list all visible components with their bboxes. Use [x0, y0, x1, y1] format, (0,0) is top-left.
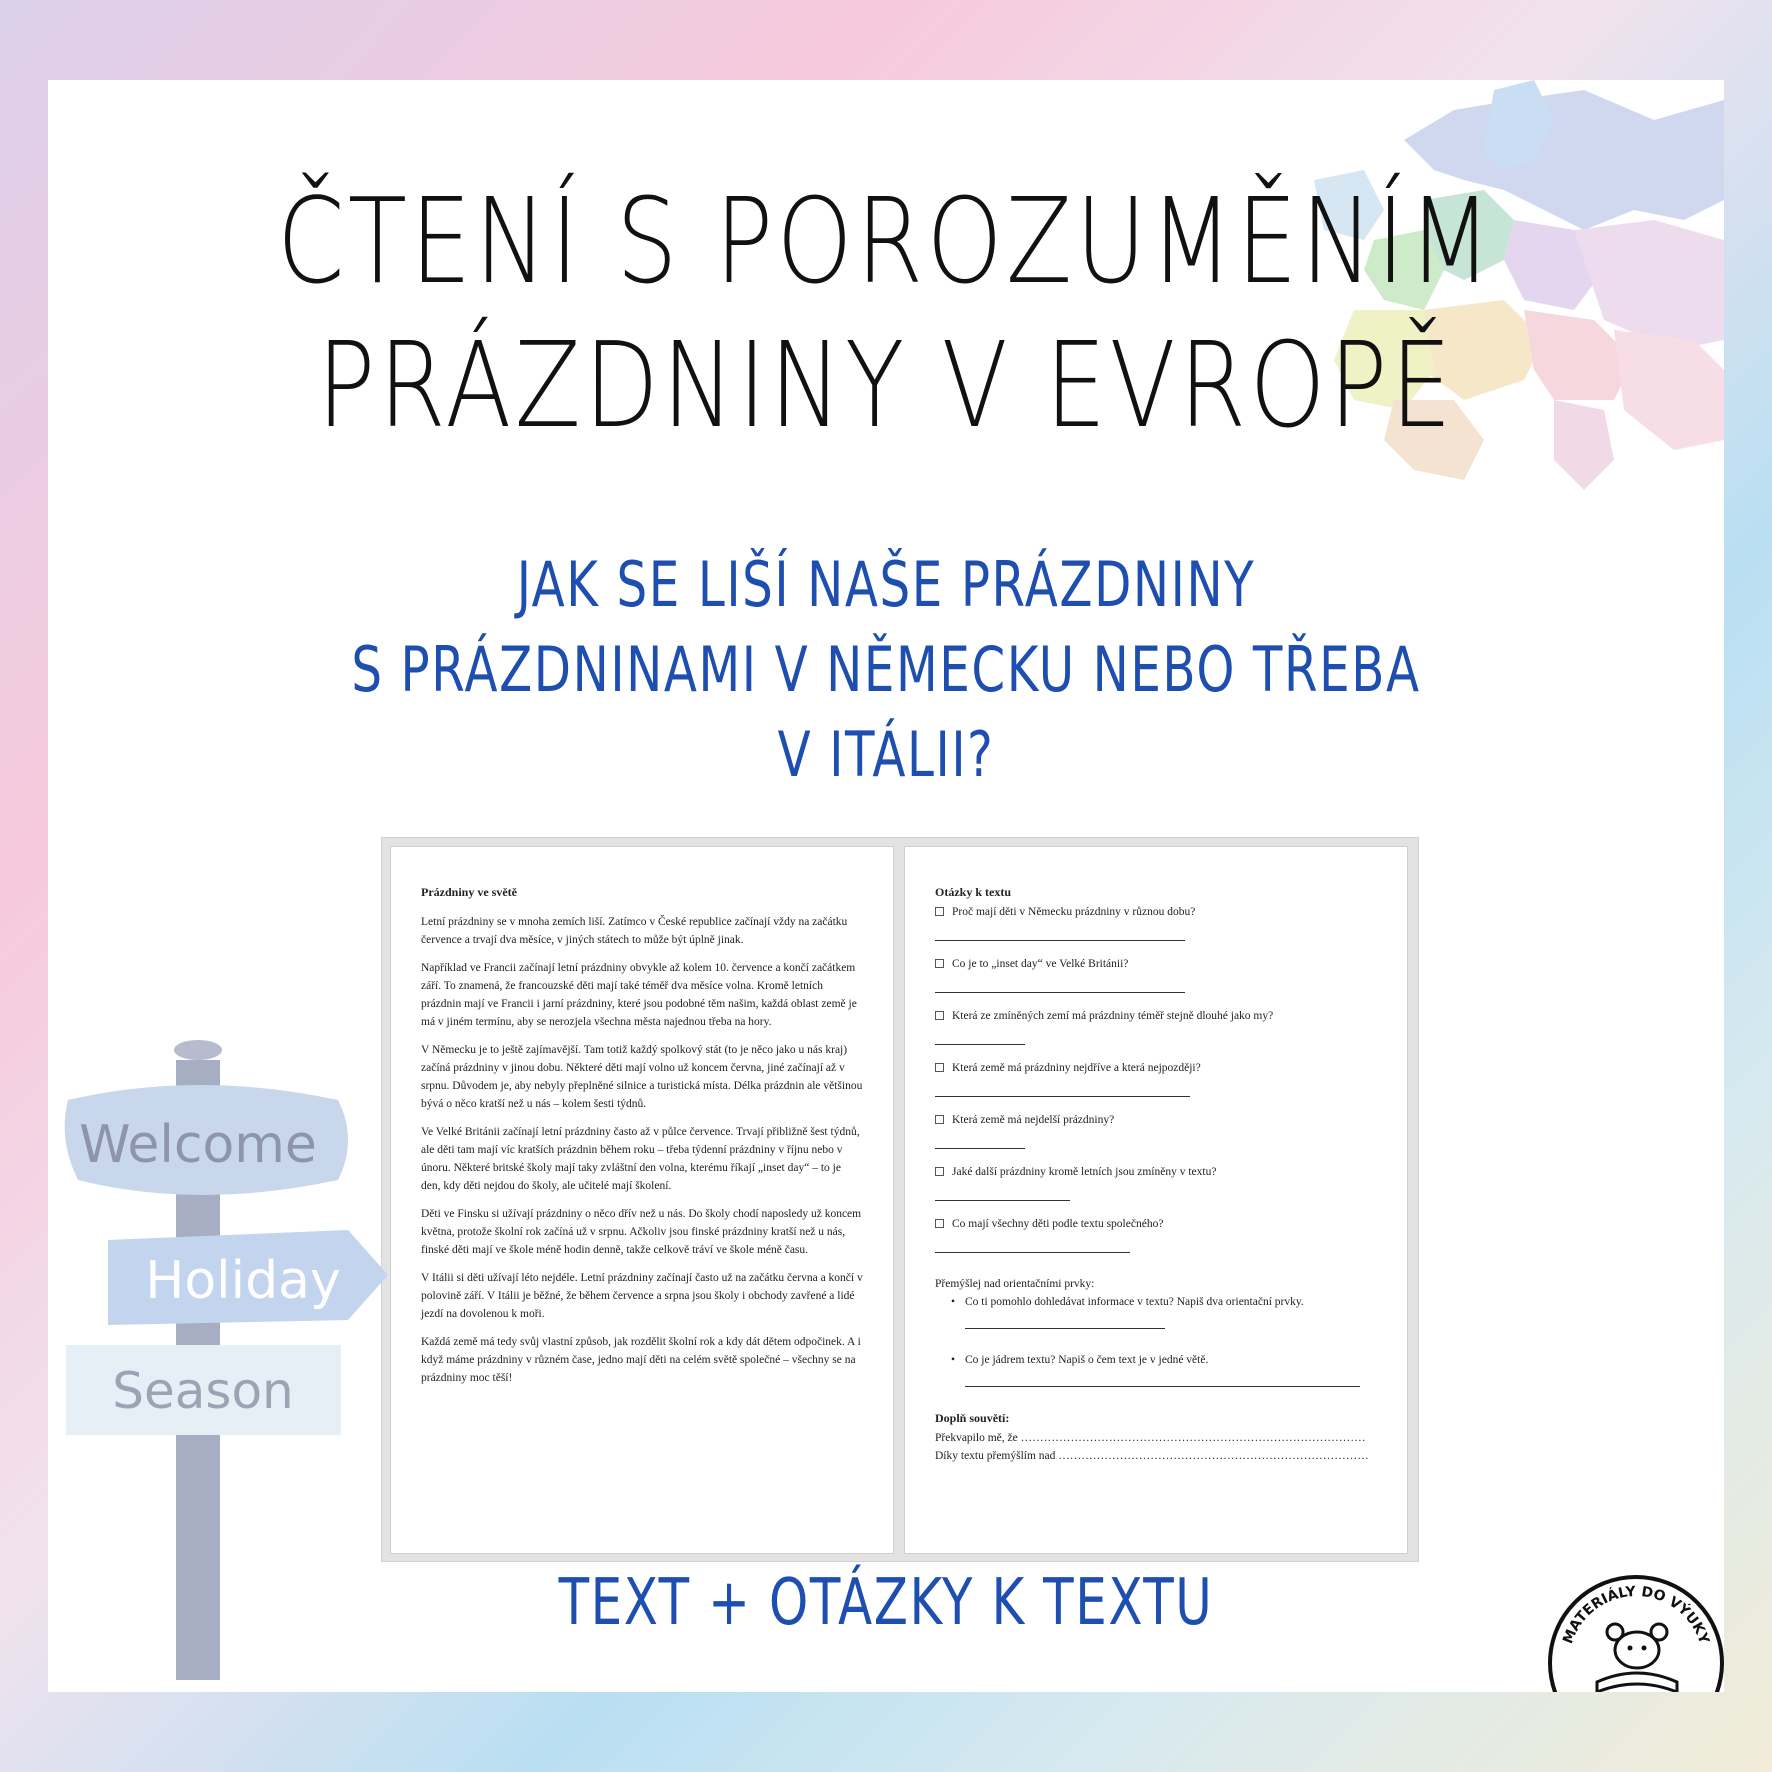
footer-label: TEXT + OTÁZKY K TEXTU: [558, 1566, 1214, 1640]
answer-line: [935, 923, 1185, 941]
text-paragraph: V Itálii si děti užívají léto nejdéle. Letní prázdniny začínají často už na začátku června a končí v polovině září. V Itálii je běžné, že během července a srpna jsou školy i obchody zavřené a lidé jezdí na dovolenou k moři.: [421, 1272, 863, 1320]
text-paragraph: Děti ve Finsku si užívají prázdniny o něco dřív než u nás. Do školy chodí naposledy už koncem května, protože školní rok začíná už v srpnu. Ačkoliv jsou finské prázdniny kratší než u nás, finské děti mají ve škole méně hodin denně, takže celkově tráví ve škole méně času.: [421, 1208, 862, 1256]
answer-line: [935, 975, 1185, 993]
subtitle-line1: JAK SE LIŠÍ NAŠE PRÁZDNINY: [516, 548, 1256, 621]
worksheet-preview: [381, 837, 1419, 1562]
question-item: [935, 1163, 1377, 1181]
signpost-illustration: [48, 1030, 468, 1690]
question-text: Co je to „inset day“ ve Velké Británii?: [952, 958, 1129, 970]
answer-line: [935, 1027, 1025, 1045]
sign-season: Season: [112, 1362, 294, 1420]
main-title-line1: ČTENÍ S POROZUMĚNÍM: [276, 172, 1496, 310]
checkbox-icon: [935, 1167, 944, 1176]
vacice-logo: MATERIÁLY DO VÝUKY VAČICE Z LAVICE: [1545, 1572, 1724, 1692]
text-paragraph: Každá země má tedy svůj vlastní způsob, jak rozdělit školní rok a kdy dát dětem odpočinek. A i když máme prázdniny v různém čase, jedno mají děti na celém světě společné – všechny se na prázdniny moc těší!: [421, 1336, 861, 1384]
question-text: Která ze zmíněných zemí má prázdniny téměř stejně dlouhé jako my?: [952, 1010, 1274, 1022]
question-item: [935, 955, 1377, 973]
answer-line: [935, 1079, 1190, 1097]
answer-line: [935, 1131, 1025, 1149]
main-title-line2: PRÁZDNINY V EVROPĚ: [316, 316, 1456, 454]
question-text: Která země má prázdniny nejdříve a která nejpozději?: [952, 1062, 1201, 1074]
question-text: Proč mají děti v Německu prázdniny v různou dobu?: [952, 906, 1196, 918]
subtitle-line2: S PRÁZDNINAMI V NĚMECKU NEBO TŘEBA: [351, 633, 1421, 706]
answer-line: [935, 1235, 1130, 1253]
checkbox-icon: [935, 1115, 944, 1124]
question-item: [935, 1111, 1377, 1129]
questions-heading: Otázky k textu: [935, 885, 1011, 899]
question-item: [935, 903, 1377, 921]
checkbox-icon: [935, 1219, 944, 1228]
complete-item: Překvapilo mě, že ………………………………………………………………………………: [935, 1432, 1366, 1444]
answer-line: [965, 1311, 1165, 1329]
complete-item: Díky textu přemýšlím nad ………………………………………………………………………: [935, 1450, 1369, 1462]
poster-card: [48, 80, 1724, 1736]
questions-page: [904, 846, 1408, 1554]
logo-top-text: MATERIÁLY DO VÝUKY: [1560, 1583, 1712, 1647]
question-item: [935, 1215, 1377, 1233]
sign-welcome: Welcome: [79, 1115, 317, 1175]
checkbox-icon: [935, 1011, 944, 1020]
question-text: Co mají všechny děti podle textu společného?: [952, 1218, 1164, 1230]
orientation-intro: Přemýšlej nad orientačními prvky:: [935, 1278, 1095, 1290]
complete-heading: Doplň souvětí:: [935, 1411, 1010, 1425]
question-text: Která země má nejdelší prázdniny?: [952, 1114, 1115, 1126]
subtitle-line3: V ITÁLII?: [777, 718, 995, 791]
answer-line: [965, 1369, 1360, 1387]
question-item: [935, 1059, 1377, 1077]
checkbox-icon: [935, 907, 944, 916]
question-text: Jaké další prázdniny kromě letních jsou zmíněny v textu?: [952, 1166, 1217, 1178]
checkbox-icon: [935, 959, 944, 968]
text-paragraph: Například ve Francii začínají letní prázdniny obvykle až kolem 10. července a končí začátkem září. To znamená, že francouzské děti mají také téměř dva měsíce volna. Kromě letních prázdnin mají ve Francii i jarní prázdniny, které jsou podobné těm našim, každá oblast země je má v jiném termínu, aby se nerozjela všechna města najednou třeba na hory.: [421, 962, 857, 1028]
text-paragraph: Ve Velké Británii začínají letní prázdniny často až v půlce července. Trvají přibližně šest týdnů, ale děti tam mají víc kratších prázdnin během roku – třeba týdenní prázdniny v říjnu nebo v únoru. Některé britské školy mají taky zvláštní den volna, kterému říkají „inset day“ – to je den, kdy děti nejdou do školy, ale učitelé mají školení.: [421, 1126, 860, 1192]
text-paragraph: V Německu je to ještě zajímavější. Tam totiž každý spolkový stát (to je něco jako u nás kraj) začíná prázdniny v jinou dobu. Některé děti mají volno už koncem června, jiné začínají až v srpnu. Důvodem je, aby nebyly přeplněné silnice a turistická místa. Délka prázdnin ale většinou bývá o něco kratší než u nás – kolem šesti týdnů.: [421, 1044, 863, 1110]
question-item: [935, 1007, 1377, 1025]
checkbox-icon: [935, 1063, 944, 1072]
text-heading: Prázdniny ve světě: [421, 885, 517, 899]
orientation-item: • Co je jádrem textu? Napiš o čem text je v jedné větě.: [965, 1351, 1377, 1369]
orientation-item: • Co ti pomohlo dohledávat informace v textu? Napiš dva orientační prvky.: [965, 1293, 1377, 1311]
sign-holiday: Holiday: [145, 1251, 341, 1311]
answer-line: [935, 1183, 1070, 1201]
text-paragraph: Letní prázdniny se v mnoha zemích liší. Zatímco v České republice začínají vždy na začátku července a trvají dva měsíce, v jiných státech to může být úplně jinak.: [421, 916, 848, 946]
